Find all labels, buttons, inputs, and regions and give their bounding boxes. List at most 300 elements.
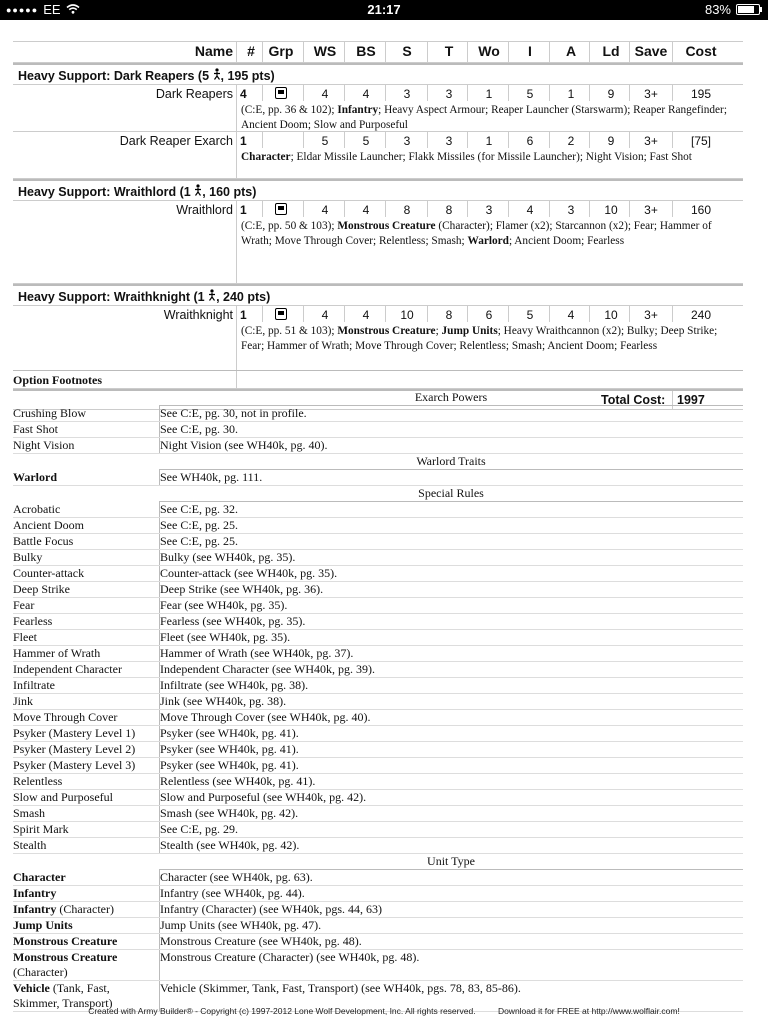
stat-cell-save: 3+ <box>644 87 658 101</box>
column-divider <box>344 42 345 62</box>
footnote-definition: Character (see WH40k, pg. 63). <box>160 870 313 884</box>
footnote-row <box>13 534 743 550</box>
column-divider <box>467 132 468 148</box>
footnote-row <box>13 470 743 486</box>
column-divider <box>236 42 237 62</box>
footnote-term-qualifier: (Character) <box>56 902 114 916</box>
footnote-row <box>13 774 743 790</box>
column-divider <box>385 85 386 101</box>
column-divider <box>672 132 673 148</box>
footnote-group-heading: Exarch Powers <box>159 390 743 406</box>
footnote-row <box>13 742 743 758</box>
description-keyword: Monstrous Creature <box>337 220 436 232</box>
section-title-suffix: , 195 pts) <box>220 69 275 83</box>
section-title <box>13 284 743 306</box>
stat-cell-a: 1 <box>567 87 575 101</box>
footnote-term <box>13 918 160 933</box>
description-text: ; <box>435 325 442 337</box>
footnote-definition: Smash (see WH40k, pg. 42). <box>160 806 299 820</box>
column-divider <box>303 132 304 148</box>
footnote-definition: Psyker (see WH40k, pg. 41). <box>160 726 299 740</box>
footnote-term <box>13 710 160 725</box>
footnote-term-text: Independent Character <box>13 662 122 676</box>
option-footnotes <box>13 370 743 1012</box>
footnote-term <box>13 630 160 645</box>
column-divider <box>427 306 428 322</box>
stat-cell-count: 1 <box>240 134 247 148</box>
footnote-definition: See WH40k, pg. 111. <box>160 470 263 484</box>
column-divider <box>427 42 428 62</box>
column-divider <box>508 132 509 148</box>
footnote-term-text: Slow and Purposeful <box>13 790 113 804</box>
column-divider <box>629 306 630 322</box>
footnote-term-text: Warlord <box>13 470 57 484</box>
footnote-term <box>13 870 160 885</box>
column-divider <box>589 42 590 62</box>
footnote-row <box>13 630 743 646</box>
stat-cell-ld: 10 <box>604 308 618 322</box>
footnote-definition: Psyker (see WH40k, pg. 41). <box>160 758 299 772</box>
column-header: A <box>565 43 577 59</box>
footnote-definition: Bulky (see WH40k, pg. 35). <box>160 550 296 564</box>
footnote-row <box>13 694 743 710</box>
column-divider <box>303 306 304 322</box>
stat-cell-grp <box>266 308 296 323</box>
footnote-row <box>13 598 743 614</box>
footnote-definition: See C:E, pg. 32. <box>160 502 238 516</box>
footnote-row <box>13 950 743 981</box>
description-text: (Character); Flamer (x2); Starcannon (x2); Fear; Hammer of Wrath; Move Through Cover; Relentless; Smash; <box>241 220 712 247</box>
footnote-term-text: Acrobatic <box>13 502 61 516</box>
footnote-group-heading: Unit Type <box>159 854 743 870</box>
stat-cell-ld: 10 <box>604 203 618 217</box>
stat-cell-save: 3+ <box>644 308 658 322</box>
footnote-row <box>13 582 743 598</box>
unit-description <box>241 219 741 248</box>
stat-cell-t: 8 <box>445 308 453 322</box>
footnote-term <box>13 582 160 597</box>
column-divider <box>508 201 509 217</box>
stat-cell-ws: 5 <box>321 134 329 148</box>
column-divider <box>672 306 673 322</box>
footnote-definition: Infiltrate (see WH40k, pg. 38). <box>160 678 309 692</box>
column-divider <box>427 132 428 148</box>
battery-icon <box>736 4 760 15</box>
unit-name: Wraithlord <box>176 203 233 217</box>
description-text: ; Ancient Doom; Fearless <box>508 234 625 247</box>
stat-cell-wo: 6 <box>485 308 493 322</box>
stat-cell-wo: 1 <box>485 87 493 101</box>
column-header: I <box>528 43 532 59</box>
column-header: Wo <box>478 43 500 59</box>
column-divider <box>589 201 590 217</box>
unit-row <box>13 201 743 284</box>
section-title-suffix: , 160 pts) <box>202 185 257 199</box>
footnote-row <box>13 614 743 630</box>
footnote-term-text: Hammer of Wrath <box>13 646 101 660</box>
column-divider <box>589 132 590 148</box>
description-keyword: Jump Units <box>441 325 498 337</box>
copyright-text: Created with Army Builder® - Copyright (c) 1997-2012 Lone Wolf Development, Inc. All rights reserved. <box>88 1006 476 1016</box>
footnote-row <box>13 438 743 454</box>
stat-cell-bs: 4 <box>362 203 370 217</box>
footnote-row <box>13 550 743 566</box>
column-divider <box>672 42 673 62</box>
footnote-term <box>13 566 160 581</box>
column-divider <box>344 85 345 101</box>
column-divider <box>262 306 263 322</box>
footnote-term <box>13 822 160 837</box>
column-divider <box>508 306 509 322</box>
footnote-row <box>13 662 743 678</box>
footnote-definition: Fearless (see WH40k, pg. 35). <box>160 614 306 628</box>
stat-cell-cost: [75] <box>690 134 711 148</box>
footnote-term <box>13 774 160 789</box>
battery-percent: 83% <box>704 2 731 17</box>
footnote-term <box>13 646 160 661</box>
stat-cell-save: 3+ <box>644 203 658 217</box>
footnote-term <box>13 470 160 485</box>
footnote-term <box>13 726 160 741</box>
column-divider <box>344 132 345 148</box>
description-keyword: Infantry <box>337 104 379 116</box>
unit-name: Dark Reapers <box>155 87 233 101</box>
stat-cell-bs: 4 <box>362 308 370 322</box>
footnote-definition: Fleet (see WH40k, pg. 35). <box>160 630 291 644</box>
footnote-term-text: Psyker (Mastery Level 3) <box>13 758 136 772</box>
footnote-term <box>13 934 160 949</box>
stat-cell-wo: 1 <box>485 134 493 148</box>
footnote-row <box>13 886 743 902</box>
section-title-text: Heavy Support: Dark Reapers (5 <box>18 69 213 83</box>
column-divider <box>467 201 468 217</box>
footnote-term-text: Counter-attack <box>13 566 85 580</box>
column-divider <box>344 201 345 217</box>
column-divider <box>236 132 237 178</box>
column-divider <box>508 42 509 62</box>
footnote-row <box>13 710 743 726</box>
footnote-term-text: Psyker (Mastery Level 1) <box>13 726 136 740</box>
section-title-text: Heavy Support: Wraithlord (1 <box>18 185 195 199</box>
footnote-term <box>13 518 160 533</box>
stat-cell-a: 3 <box>567 203 575 217</box>
footnote-term-text: Character <box>13 870 66 884</box>
footnote-definition: Monstrous Creature (see WH40k, pg. 48). <box>160 934 362 948</box>
column-divider <box>589 306 590 322</box>
column-divider <box>629 85 630 101</box>
person-icon <box>208 292 216 304</box>
stat-cell-s: 8 <box>403 203 411 217</box>
footnote-term <box>13 534 160 549</box>
footnote-row <box>13 726 743 742</box>
footnotes-title: Option Footnotes <box>13 370 743 390</box>
footnote-definition: See C:E, pg. 30. <box>160 422 238 436</box>
description-text: ; Eldar Missile Launcher; Flakk Missiles (for Missile Launcher); Night Vision; Fast Shot <box>290 151 692 163</box>
footnote-term-text: Spirit Mark <box>13 822 69 836</box>
footnote-term <box>13 502 160 517</box>
footnote-term <box>13 438 160 453</box>
clock: 21:17 <box>367 2 401 17</box>
column-divider <box>262 85 263 101</box>
roster-table <box>13 41 743 410</box>
footnote-term-qualifier: (Tank, Fast, Skimmer, Transport) <box>13 981 113 1010</box>
footnote-term-text: Ancient Doom <box>13 518 84 532</box>
unit-name: Wraithknight <box>163 308 233 322</box>
footnote-row <box>13 838 743 854</box>
column-header: T <box>444 43 454 59</box>
footnote-term-text: Fast Shot <box>13 422 59 436</box>
footnote-term <box>13 886 160 901</box>
description-keyword: Character <box>241 151 291 163</box>
column-divider <box>549 42 550 62</box>
column-divider <box>236 201 237 283</box>
page-footer <box>0 1006 768 1016</box>
stat-cell-cost: 195 <box>690 87 712 101</box>
stat-cell-a: 2 <box>567 134 575 148</box>
footnote-term <box>13 614 160 629</box>
column-divider <box>467 85 468 101</box>
footnote-term-text: Monstrous Creature <box>13 934 118 948</box>
column-divider <box>303 85 304 101</box>
footnote-term <box>13 678 160 693</box>
group-icon <box>275 203 287 215</box>
unit-name: Dark Reaper Exarch <box>119 134 233 148</box>
footnote-term-text: Infiltrate <box>13 678 55 692</box>
section-title-text: Heavy Support: Wraithknight (1 <box>18 290 209 304</box>
stat-cell-count: 1 <box>240 308 247 322</box>
column-header: Ld <box>602 43 620 59</box>
footnote-term-text: Infantry <box>13 886 57 900</box>
footnote-definition: Counter-attack (see WH40k, pg. 35). <box>160 566 338 580</box>
footnote-definition: Infantry (Character) (see WH40k, pgs. 44, 63) <box>160 902 383 916</box>
footnote-definition: See C:E, pg. 30, not in profile. <box>160 406 307 420</box>
footnote-term-text: Jump Units <box>13 918 73 932</box>
person-icon <box>194 187 202 199</box>
footnote-term <box>13 662 160 677</box>
footnote-term-text: Fearless <box>13 614 53 628</box>
column-divider <box>629 42 630 62</box>
description-text: (C:E, pp. 51 & 103); <box>241 325 338 337</box>
stat-cell-s: 3 <box>403 134 411 148</box>
column-divider <box>427 201 428 217</box>
roster-header-row <box>13 41 743 63</box>
footnote-term-text: Night Vision <box>13 438 75 452</box>
stat-cell-save: 3+ <box>644 134 658 148</box>
footnote-definition: Slow and Purposeful (see WH40k, pg. 42). <box>160 790 367 804</box>
unit-description <box>241 150 741 165</box>
footnote-definition: Jink (see WH40k, pg. 38). <box>160 694 287 708</box>
footnote-group-heading: Warlord Traits <box>159 454 743 470</box>
footnote-term <box>13 806 160 821</box>
column-divider <box>672 201 673 217</box>
download-link-text: Download it for FREE at http://www.wolflair.com! <box>497 1006 680 1016</box>
column-divider <box>344 306 345 322</box>
footnote-term-text: Move Through Cover <box>13 710 118 724</box>
footnote-definition: Deep Strike (see WH40k, pg. 36). <box>160 582 324 596</box>
stat-cell-i: 6 <box>526 134 534 148</box>
column-divider <box>236 85 237 131</box>
column-divider <box>589 85 590 101</box>
stat-cell-t: 8 <box>445 203 453 217</box>
footnote-row <box>13 790 743 806</box>
column-header: Cost <box>685 43 717 59</box>
column-header: S <box>402 43 412 59</box>
column-header: WS <box>313 43 337 59</box>
footnote-definition: Move Through Cover (see WH40k, pg. 40). <box>160 710 371 724</box>
description-text: ; Heavy Aspect Armour; Reaper Launcher (Starswarm); Reaper Rangefinder; Ancient Doom; Slow and Purposeful <box>241 104 727 131</box>
column-divider <box>385 306 386 322</box>
footnote-term-text: Smash <box>13 806 46 820</box>
footnote-row <box>13 918 743 934</box>
column-header: # <box>247 43 255 59</box>
footnote-term-text: Psyker (Mastery Level 2) <box>13 742 136 756</box>
stat-cell-cost: 160 <box>690 203 712 217</box>
column-divider <box>549 201 550 217</box>
footnote-row <box>13 518 743 534</box>
description-text: (C:E, pp. 36 & 102); <box>241 104 338 116</box>
footnote-term-qualifier: (Character) <box>13 965 68 979</box>
signal-strength-icon: ●●●●● <box>6 4 39 15</box>
column-divider <box>262 132 263 148</box>
footnote-row <box>13 646 743 662</box>
column-divider <box>385 201 386 217</box>
stat-cell-wo: 3 <box>485 203 493 217</box>
column-divider <box>549 132 550 148</box>
footnote-definition: Night Vision (see WH40k, pg. 40). <box>160 438 328 452</box>
footnote-row <box>13 806 743 822</box>
footnote-term <box>13 598 160 613</box>
footnote-row <box>13 870 743 886</box>
footnote-term-text: Stealth <box>13 838 47 852</box>
footnote-term-text: Fleet <box>13 630 37 644</box>
column-header: BS <box>356 43 376 59</box>
stat-cell-t: 3 <box>445 87 453 101</box>
footnote-row <box>13 902 743 918</box>
stat-cell-i: 5 <box>526 87 534 101</box>
column-divider <box>303 201 304 217</box>
stat-cell-i: 5 <box>526 308 534 322</box>
stat-cell-bs: 4 <box>362 87 370 101</box>
status-bar <box>0 0 768 20</box>
footnote-term <box>13 550 160 565</box>
column-divider <box>629 201 630 217</box>
footnote-definition: Jump Units (see WH40k, pg. 47). <box>160 918 322 932</box>
stat-cell-bs: 5 <box>362 134 370 148</box>
column-divider <box>385 132 386 148</box>
column-divider <box>549 306 550 322</box>
column-divider <box>262 42 263 62</box>
footnote-term-text: Infantry <box>13 902 57 916</box>
footnote-term <box>13 758 160 773</box>
footnote-term-text: Battle Focus <box>13 534 74 548</box>
stat-cell-s: 10 <box>400 308 414 322</box>
column-header: Save <box>634 43 668 59</box>
person-icon <box>213 71 221 83</box>
column-divider <box>385 42 386 62</box>
stat-cell-s: 3 <box>403 87 411 101</box>
description-keyword: Warlord <box>467 234 509 247</box>
footnote-term-text: Relentless <box>13 774 63 788</box>
stat-cell-ws: 4 <box>321 87 329 101</box>
footnote-term <box>13 694 160 709</box>
stat-cell-count: 4 <box>240 87 247 101</box>
section-title <box>13 179 743 201</box>
footnote-definition: Stealth (see WH40k, pg. 42). <box>160 838 300 852</box>
footnote-row <box>13 566 743 582</box>
footnote-term <box>13 950 160 980</box>
unit-description <box>241 324 741 353</box>
footnote-group-heading: Special Rules <box>159 486 743 502</box>
footnote-definition: Monstrous Creature (Character) (see WH40k, pg. 48). <box>160 950 420 964</box>
footnote-definition: See C:E, pg. 29. <box>160 822 238 836</box>
description-text: (C:E, pp. 50 & 103); <box>241 220 338 232</box>
column-divider <box>672 85 673 101</box>
footnote-term-text: Deep Strike <box>13 582 70 596</box>
footnote-term <box>13 422 160 437</box>
total-cost-label: Total Cost: <box>601 393 666 407</box>
footnote-row <box>13 422 743 438</box>
description-text: ; Heavy Wraithcannon (x2); Bulky; Deep Strike; Fear; Hammer of Wrath; Move Through Cover; Relentless; Smash; Ancient Doom; Fearless <box>241 325 718 352</box>
unit-description <box>241 103 741 132</box>
footnote-row <box>13 822 743 838</box>
stat-cell-cost: 240 <box>690 308 712 322</box>
section-title <box>13 63 743 85</box>
footnote-term-text: Crushing Blow <box>13 406 87 420</box>
footnote-term-text: Jink <box>13 694 34 708</box>
stat-cell-ld: 9 <box>607 87 615 101</box>
footnote-definition: Vehicle (Skimmer, Tank, Fast, Transport) (see WH40k, pgs. 78, 83, 85-86). <box>160 981 521 995</box>
column-header-name: Name <box>194 43 233 59</box>
footnote-definition: Independent Character (see WH40k, pg. 39). <box>160 662 376 676</box>
column-divider <box>467 42 468 62</box>
column-divider <box>629 132 630 148</box>
column-divider <box>262 201 263 217</box>
stat-cell-grp <box>266 203 296 218</box>
footnote-term-text: Vehicle <box>13 981 50 995</box>
footnote-row <box>13 406 743 422</box>
footnote-definition: See C:E, pg. 25. <box>160 534 238 548</box>
stat-cell-ws: 4 <box>321 203 329 217</box>
group-icon <box>275 87 287 99</box>
carrier-label: EE <box>43 2 61 17</box>
footnote-row <box>13 934 743 950</box>
footnote-term-text: Fear <box>13 598 35 612</box>
column-divider <box>508 85 509 101</box>
footnote-definition: Hammer of Wrath (see WH40k, pg. 37). <box>160 646 354 660</box>
stat-cell-ws: 4 <box>321 308 329 322</box>
column-divider <box>303 42 304 62</box>
footnote-definition: Fear (see WH40k, pg. 35). <box>160 598 288 612</box>
unit-row <box>13 132 743 179</box>
footnote-term-text: Monstrous Creature <box>13 950 118 964</box>
footnote-definition: Relentless (see WH40k, pg. 41). <box>160 774 316 788</box>
column-divider <box>467 306 468 322</box>
footnote-term <box>13 742 160 757</box>
section-title-suffix: , 240 pts) <box>216 290 271 304</box>
footnote-row <box>13 678 743 694</box>
stat-cell-i: 4 <box>526 203 534 217</box>
stat-cell-a: 4 <box>567 308 575 322</box>
group-icon <box>275 308 287 320</box>
footnote-row <box>13 502 743 518</box>
footnote-definition: Infantry (see WH40k, pg. 44). <box>160 886 305 900</box>
column-header: Grp <box>268 43 294 59</box>
stat-cell-t: 3 <box>445 134 453 148</box>
footnote-definition: See C:E, pg. 25. <box>160 518 238 532</box>
stat-cell-ld: 9 <box>607 134 615 148</box>
description-keyword: Monstrous Creature <box>337 325 436 337</box>
footnote-term <box>13 790 160 805</box>
